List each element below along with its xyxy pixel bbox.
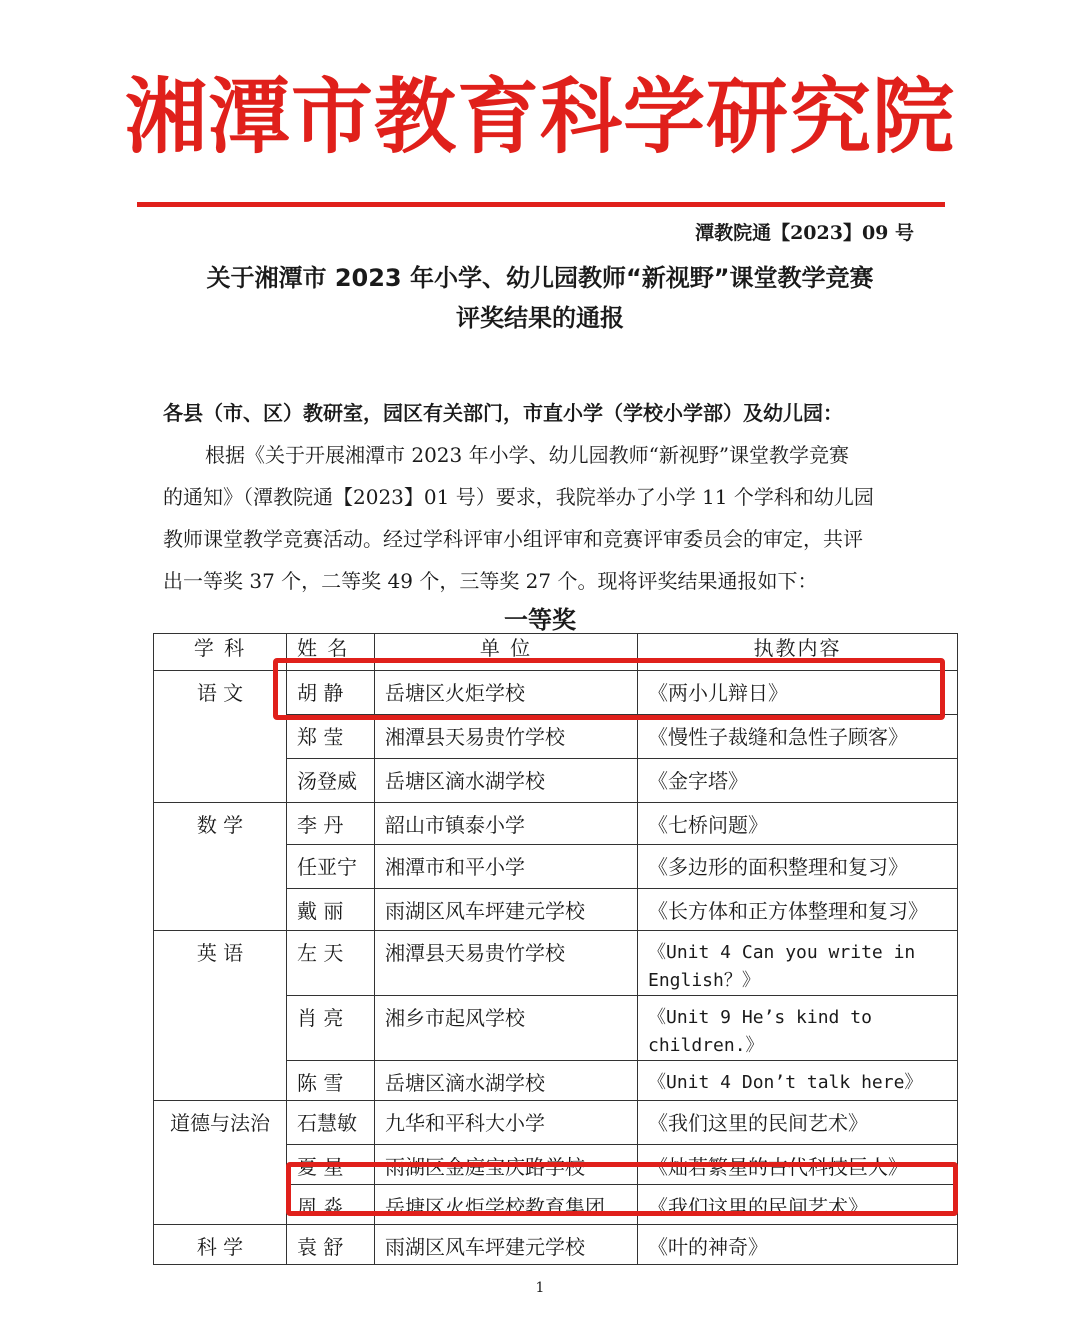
name-cell: 任亚宁 <box>287 845 375 889</box>
unit-cell: 湘潭县天易贵竹学校 <box>375 715 638 759</box>
content-cell: 《我们这里的民间艺术》 <box>638 1185 958 1225</box>
content-cell: 《Unit 4 Can you write in English？》 <box>638 931 958 996</box>
unit-cell: 湘乡市起风学校 <box>375 996 638 1061</box>
highlight-box-row-2 <box>286 1162 958 1216</box>
salutation: 各县（市、区）教研室，园区有关部门，市直小学（学校小学部）及幼儿园： <box>163 401 843 425</box>
unit-cell: 岳塘区滴水湖学校 <box>375 759 638 803</box>
document-number: 潭教院通【2023】09 号 <box>695 222 914 244</box>
content-cell: 《Unit 4 Don’t talk here》 <box>638 1061 958 1101</box>
content-cell: 《叶的神奇》 <box>638 1225 958 1265</box>
name-cell: 左 天 <box>287 931 375 996</box>
section-heading-first-prize: 一等奖 <box>504 606 576 634</box>
name-cell: 石慧敏 <box>287 1101 375 1145</box>
unit-cell: 湘潭市和平小学 <box>375 845 638 889</box>
unit-cell: 雨湖区风车坪建元学校 <box>375 1225 638 1265</box>
subject-cell: 科 学 <box>154 1225 287 1265</box>
document-title-line-2: 评奖结果的通报 <box>456 304 624 332</box>
header-content: 执教内容 <box>638 634 958 671</box>
header-red-rule <box>137 202 945 207</box>
page-number: 1 <box>535 1280 545 1296</box>
name-cell: 陈 雪 <box>287 1061 375 1101</box>
unit-cell: 湘潭县天易贵竹学校 <box>375 931 638 996</box>
table-row <box>154 1101 958 1145</box>
institution-header: 湘潭市教育科学研究院 <box>124 70 955 165</box>
unit-cell: 雨湖区金庭宝庆路学校 <box>375 1145 638 1185</box>
content-cell: 《长方体和正方体整理和复习》 <box>638 889 958 931</box>
subject-cell: 数 学 <box>154 803 287 931</box>
name-cell: 夏 星 <box>287 1145 375 1185</box>
content-cell: 《灿若繁星的古代科技巨人》 <box>638 1145 958 1185</box>
content-cell: 《慢性子裁缝和急性子顾客》 <box>638 715 958 759</box>
name-cell: 胡 静 <box>287 671 375 715</box>
highlight-box-row-1 <box>273 658 945 720</box>
content-cell: 《金字塔》 <box>638 759 958 803</box>
body-line: 的通知》（潭教院通【2023】01 号）要求，我院举办了小学 11 个学科和幼儿园 <box>163 485 874 509</box>
subject-cell: 语 文 <box>154 671 287 803</box>
content-cell: 《多边形的面积整理和复习》 <box>638 845 958 889</box>
unit-cell: 九华和平科大小学 <box>375 1101 638 1145</box>
unit-cell: 韶山市镇泰小学 <box>375 803 638 845</box>
name-cell: 郑 莹 <box>287 715 375 759</box>
name-cell: 李 丹 <box>287 803 375 845</box>
unit-cell: 岳塘区滴水湖学校 <box>375 1061 638 1101</box>
body-line: 教师课堂教学竞赛活动。经过学科评审小组评审和竞赛评审委员会的审定，共评 <box>163 527 863 551</box>
document-title-line-1: 关于湘潭市 2023 年小学、幼儿园教师“新视野”课堂教学竞赛 <box>206 264 874 292</box>
unit-cell: 雨湖区风车坪建元学校 <box>375 889 638 931</box>
content-cell: 《两小儿辩日》 <box>638 671 958 715</box>
body-paragraph <box>163 434 918 602</box>
content-cell: 《Unit 9 He’s kind to children.》 <box>638 996 958 1061</box>
subject-cell: 道德与法治 <box>154 1101 287 1225</box>
name-cell: 戴 丽 <box>287 889 375 931</box>
content-cell: 《七桥问题》 <box>638 803 958 845</box>
table-row <box>154 803 958 845</box>
header-subject: 学 科 <box>154 634 287 671</box>
header-unit: 单 位 <box>375 634 638 671</box>
body-line: 根据《关于开展湘潭市 2023 年小学、幼儿园教师“新视野”课堂教学竞赛 <box>205 443 850 467</box>
name-cell: 袁 舒 <box>287 1225 375 1265</box>
header-name: 姓 名 <box>287 634 375 671</box>
unit-cell: 岳塘区火炬学校 <box>375 671 638 715</box>
table-row <box>154 931 958 996</box>
body-line: 出一等奖 37 个，二等奖 49 个，三等奖 27 个。现将评奖结果通报如下： <box>163 569 818 593</box>
table-row <box>154 1225 958 1265</box>
name-cell: 汤登威 <box>287 759 375 803</box>
name-cell: 周 淼 <box>287 1185 375 1225</box>
name-cell: 肖 亮 <box>287 996 375 1061</box>
subject-cell: 英 语 <box>154 931 287 1101</box>
unit-cell: 岳塘区火炬学校教育集团 <box>375 1185 638 1225</box>
content-cell: 《我们这里的民间艺术》 <box>638 1101 958 1145</box>
